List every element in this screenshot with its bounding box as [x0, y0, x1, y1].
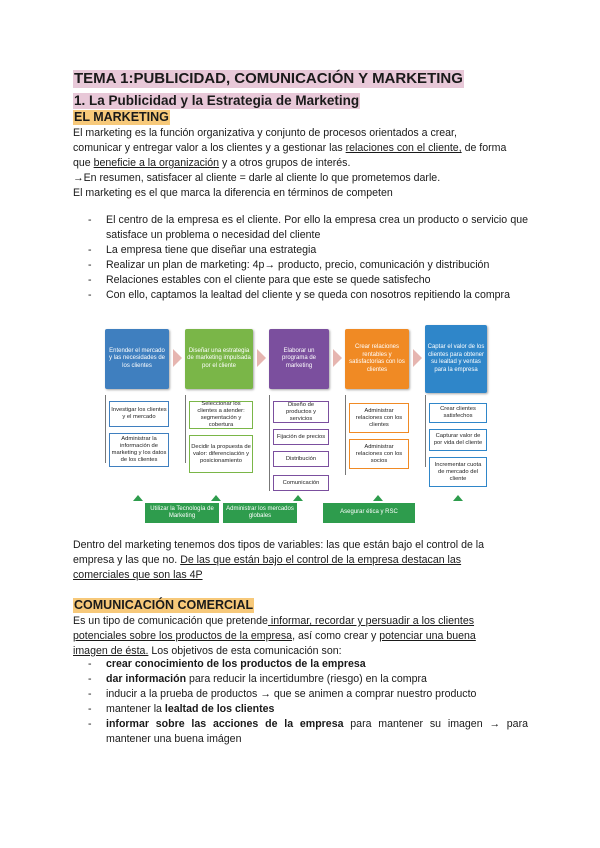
marketing-process-diagram	[103, 325, 493, 525]
detail-box: Administrar relaciones con los socios	[349, 439, 409, 469]
marketing-bullet-list	[73, 213, 528, 303]
detail-box: Fijación de precios	[273, 429, 329, 445]
arrow-up-icon	[211, 495, 221, 501]
detail-box: Administrar la información de marketing y los datos de los clientes	[109, 433, 169, 467]
list-item: - La empresa tiene que diseñar una estrategia	[88, 244, 317, 256]
objectives-list	[73, 657, 528, 747]
step-box-3: Elaborar un programa de marketing	[269, 329, 329, 389]
comunicacion-heading: COMUNICACIÓN COMERCIAL	[74, 598, 254, 612]
marketing-definition: El marketing es la función organizativa y conjunto de procesos orientados a crear, comunicar y entregar valor a los clientes y a gestionar las relaciones con el cliente, de forma que beneficie a la organización y a otros grupos de interés. →En resumen, satisfacer al cliente = darle al cliente lo que prometemos darle. El marketing es el que marca la diferencia en términos de competen	[73, 126, 528, 201]
list-item: - informar sobre las acciones de la empresa para mantener su imagen → para mantener una buena imágen	[88, 718, 528, 745]
list-item: - mantener la lealtad de los clientes	[88, 703, 275, 715]
arrow-right-icon	[257, 349, 266, 367]
detail-box: Crear clientes satisfechos	[429, 403, 487, 423]
arrow-up-icon	[373, 495, 383, 501]
step-box-1: Entender el mercado y las necesidades de los clientes	[105, 329, 169, 389]
comunicacion-paragraph: Es un tipo de comunicación que pretende informar, recordar y persuadir a los clientes potenciales sobre los productos de la empresa, así como crear y potenciar una buena imagen de ésta. Los objetivos de esta comunicación son:	[73, 615, 476, 657]
arrow-right-icon	[333, 349, 342, 367]
list-item: - Con ello, captamos la lealtad del cliente y se queda con nosotros repitiendo la compra	[88, 289, 510, 301]
detail-box: Distribución	[273, 451, 329, 467]
support-box: Administrar los mercados globales	[223, 503, 297, 523]
detail-box: Investigar los clientes y el mercado	[109, 401, 169, 427]
detail-box: Decidir la propuesta de valor: diferenciación y posicionamiento	[189, 435, 253, 473]
list-item: - Realizar un plan de marketing: 4p→ producto, precio, comunicación y distribución	[88, 259, 490, 271]
page-title: TEMA 1:PUBLICIDAD, COMUNICACIÓN Y MARKETING	[74, 70, 463, 87]
list-item: - crear conocimiento de los productos de la empresa	[88, 658, 366, 670]
step-box-4: Crear relaciones rentables y satisfactorias con los clientes	[345, 329, 409, 389]
section-title: 1. La Publicidad y la Estrategia de Marketing	[74, 93, 360, 108]
arrow-up-icon	[453, 495, 463, 501]
summary-line: →En resumen, satisfacer al cliente = darle al cliente lo que prometemos darle.	[73, 172, 441, 184]
list-item: - El centro de la empresa es el cliente. Por ello la empresa crea un producto o servicio que satisface un problema o necesidad del cliente	[88, 214, 528, 241]
list-item: - dar información para reducir la incertidumbre (riesgo) en la compra	[88, 673, 427, 685]
competition-line: El marketing es el que marca la diferencia en términos de competen	[73, 187, 393, 199]
arrow-up-icon	[133, 495, 143, 501]
detail-box: Seleccionar los clientes a atender: segmentación y cobertura	[189, 401, 253, 429]
step-box-5: Captar el valor de los clientes para obtener su lealtad y ventas para la empresa	[425, 325, 487, 393]
step-box-2: Diseñar una estrategia de marketing impulsada por el cliente	[185, 329, 253, 389]
detail-box: Capturar valor de por vida del cliente	[429, 429, 487, 451]
arrow-right-icon	[413, 349, 422, 367]
support-box: Utilizar la Tecnología de Marketing	[145, 503, 219, 523]
arrow-up-icon	[293, 495, 303, 501]
detail-box: Incrementar cuota de mercado del cliente	[429, 457, 487, 487]
list-item: - inducir a la prueba de productos → que se animen a comprar nuestro producto	[88, 688, 477, 700]
detail-box: Comunicación	[273, 475, 329, 491]
detail-box: Administrar relaciones con los clientes	[349, 403, 409, 433]
list-item: - Relaciones estables con el cliente para que este se quede satisfecho	[88, 274, 431, 286]
marketing-heading: EL MARKETING	[74, 110, 169, 124]
variables-paragraph: Dentro del marketing tenemos dos tipos de variables: las que están bajo el control de la empresa y las que no. De las que están bajo el control de la empresa destacan las comerciales que son las 4P	[73, 539, 485, 581]
arrow-right-icon	[173, 349, 182, 367]
detail-box: Diseño de productos y servicios	[273, 401, 329, 423]
support-box: Asegurar ética y RSC	[323, 503, 415, 523]
